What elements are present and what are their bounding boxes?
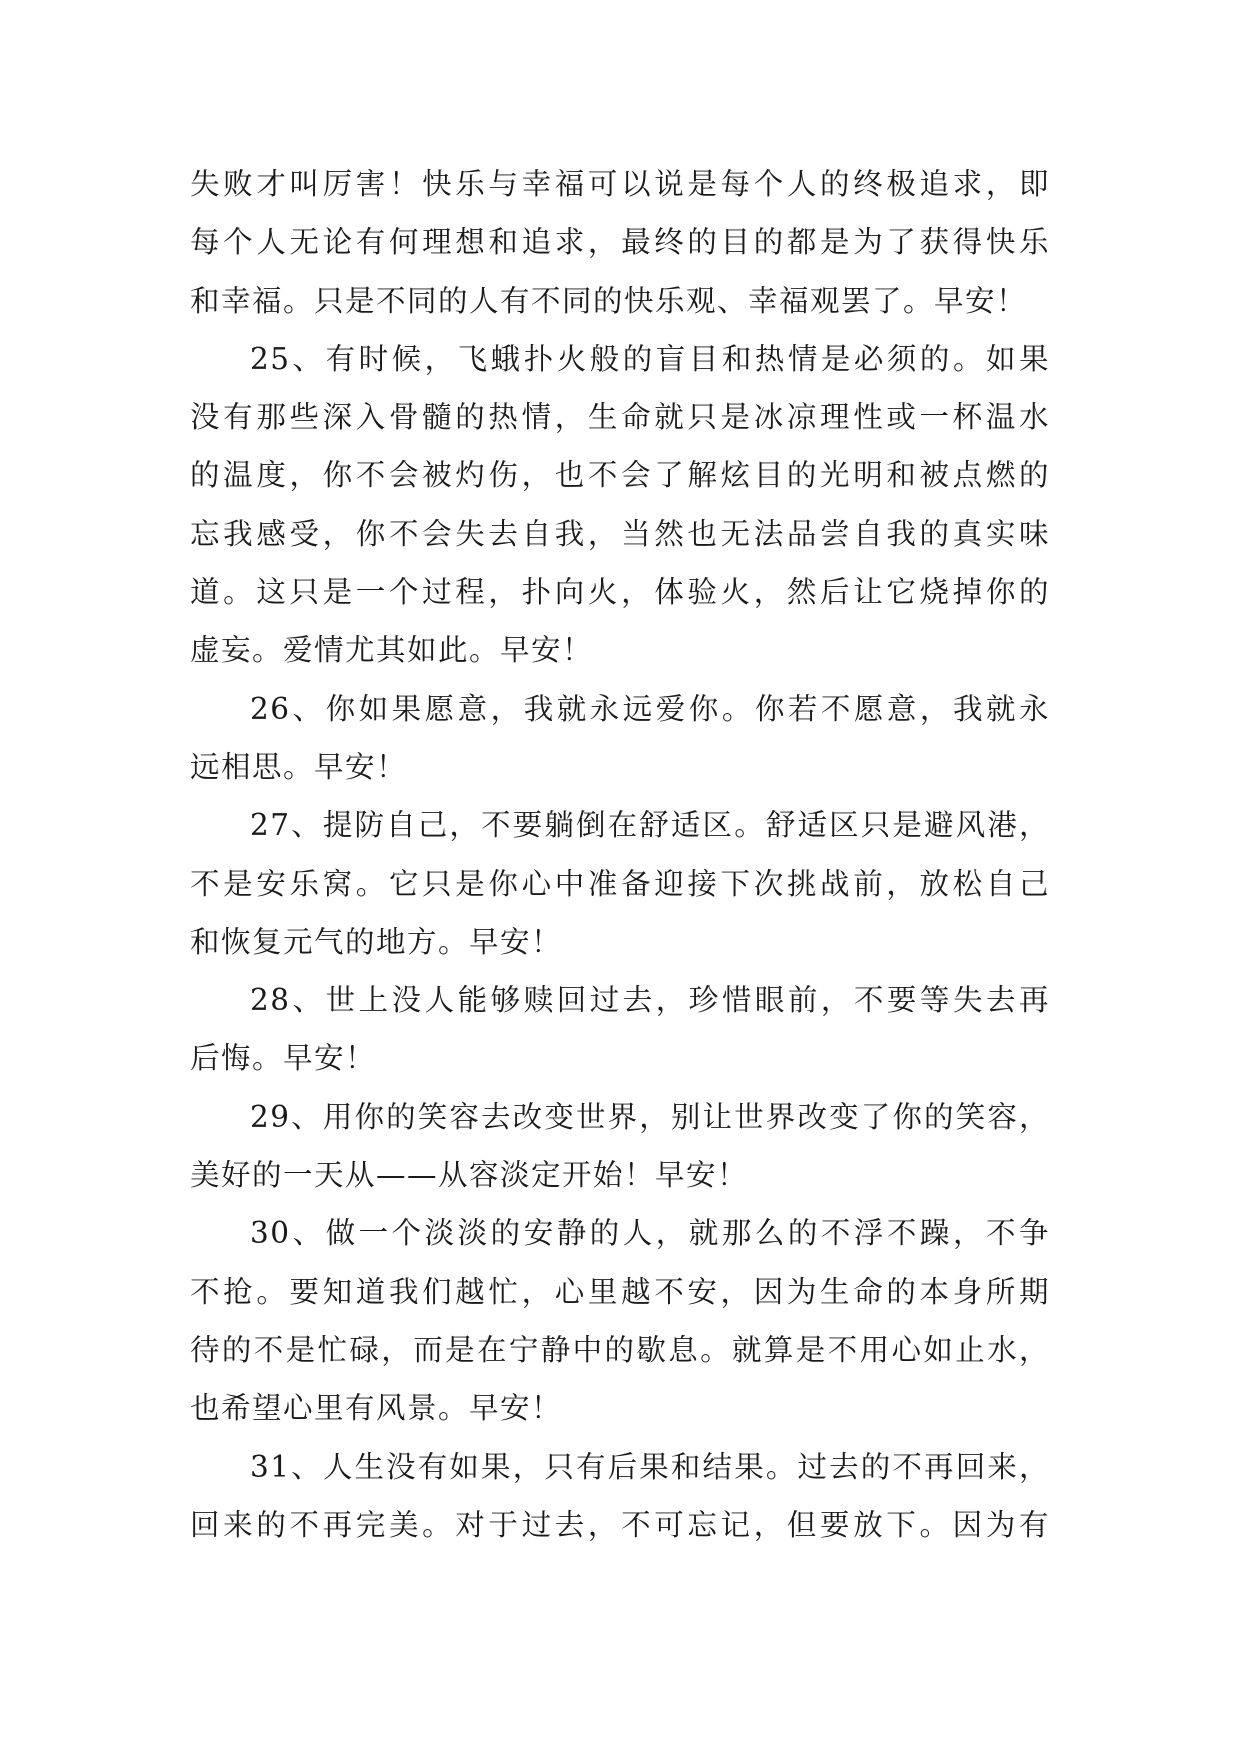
text-line: 也希望心里有风景。早安！ [190,1391,563,1426]
text-line: 远相思。早安！ [190,749,408,784]
text-line: 后悔。早安！ [190,1041,377,1076]
text-line: 没有那些深入骨髓的热情，生命就只是冰凉理性或一杯温水 [190,400,1050,435]
text-line: 不是安乐窝。它只是你心中准备迎接下次挑战前，放松自己 [190,866,1050,901]
text-line: 失败才叫厉害！快乐与幸福可以说是每个人的终极追求，即 [190,167,1050,201]
text-line: 和恢复元气的地方。早安！ [190,924,563,959]
text-line: 每个人无论有何理想和追求，最终的目的都是为了获得快乐 [190,225,1050,260]
text-line-item-29: 29、用你的笑容去改变世界，别让世界改变了你的笑容， [250,1099,1050,1134]
text-line: 的温度，你不会被灼伤，也不会了解炫目的光明和被点燃的 [190,458,1050,493]
text-line: 不抢。要知道我们越忙，心里越不安，因为生命的本身所期 [190,1274,1050,1309]
text-line: 和幸福。只是不同的人有不同的快乐观、幸福观罢了。早安！ [190,283,1028,318]
text-line: 回来的不再完美。对于过去，不可忘记，但要放下。因为有 [190,1507,1050,1542]
text-line-item-30: 30、做一个淡淡的安静的人，就那么的不浮不躁，不争 [250,1216,1050,1251]
text-line-item-31: 31、人生没有如果，只有后果和结果。过去的不再回来， [250,1449,1050,1484]
text-line-item-26: 26、你如果愿意，我就永远爱你。你若不愿意，我就永 [250,691,1050,726]
body-text [190,155,1050,1554]
text-line: 忘我感受，你不会失去自我，当然也无法品尝自我的真实味 [190,516,1050,551]
text-line: 虚妄。爱情尤其如此。早安！ [190,633,594,668]
text-line: 待的不是忙碌，而是在宁静中的歇息。就算是不用心如止水， [190,1332,1050,1367]
text-line: 道。这只是一个过程，扑向火，体验火，然后让它烧掉你的 [190,575,1050,610]
text-line-item-27: 27、提防自己，不要躺倒在舒适区。舒适区只是避风港， [250,808,1050,843]
text-line-item-25: 25、有时候，飞蛾扑火般的盲目和热情是必须的。如果 [250,341,1050,376]
text-line-item-28: 28、世上没人能够赎回过去，珍惜眼前，不要等失去再 [250,983,1050,1018]
text-line: 美好的一天从——从容淡定开始！早安！ [190,1158,749,1193]
